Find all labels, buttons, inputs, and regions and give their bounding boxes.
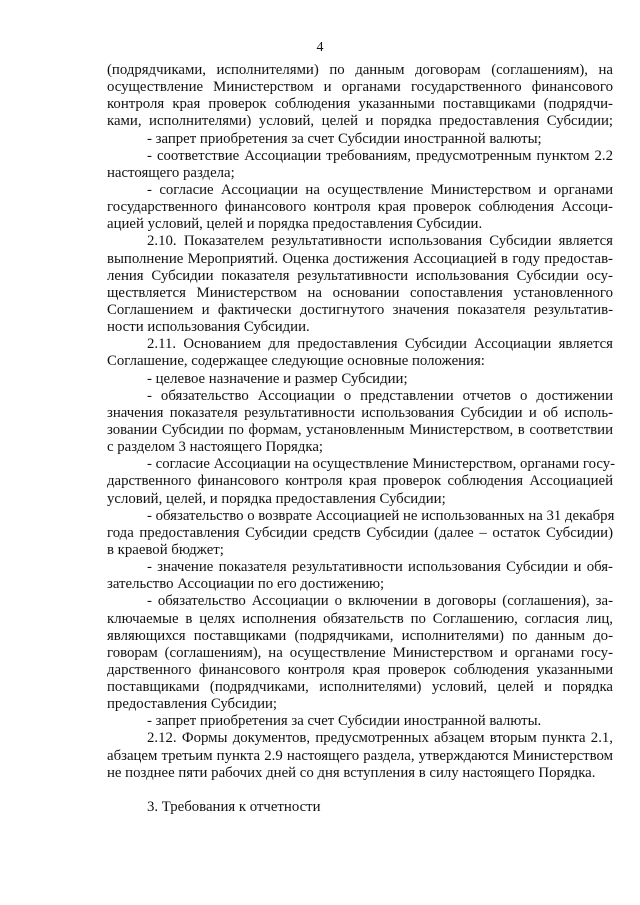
text-line: настоящего раздела; xyxy=(107,164,235,181)
text-line: ключаемые в целях исполнения обязательств по Соглашению, согласия лиц, xyxy=(107,610,613,627)
text-line: - соответствие Ассоциации требованиям, предусмотренным пунктом 2.2 xyxy=(147,147,613,164)
text-line: условий, целей, и порядка предоставления Субсидии; xyxy=(107,490,446,507)
text-line: выполнение Мероприятий. Оценка достижения Ассоциацией в году предостав- xyxy=(107,250,613,267)
text-line: дарственного финансового контроля края проверок соблюдения Ассоциацией xyxy=(107,473,613,490)
text-line: - запрет приобретения за счет Субсидии иностранной валюты. xyxy=(147,713,542,730)
paragraph-spacer xyxy=(107,782,613,799)
page-number: 4 xyxy=(316,40,324,55)
text-line: абзацем третьим пункта 2.9 настоящего раздела, утверждаются Министерством xyxy=(107,747,613,764)
text-line: ности использования Субсидии. xyxy=(107,319,310,336)
text-line: ками, исполнителями) условий, целей и порядка предоставления Субсидии; xyxy=(107,113,613,130)
text-line: 2.10. Показателем результативности использования Субсидии является xyxy=(147,233,613,250)
text-line: контроля края проверок соблюдения указанными поставщиками (подрядчи- xyxy=(107,96,613,113)
text-line: в краевой бюджет; xyxy=(107,541,224,558)
text-line: предоставления Субсидии; xyxy=(107,696,278,713)
text-line: зательство Ассоциации по его достижению; xyxy=(107,576,385,593)
text-line: с разделом 3 настоящего Порядка; xyxy=(107,439,324,456)
text-line: ществляется Министерством на основании сопоставления установленного xyxy=(107,284,613,301)
text-line: Соглашением и фактически достигнутого значения показателя результатив- xyxy=(107,301,613,318)
text-line: осуществление Министерством и органами государственного финансового xyxy=(107,79,613,96)
text-line: - обязательство Ассоциации о представлении отчетов о достижении xyxy=(147,387,613,404)
text-line: 2.11. Основанием для предоставления Субсидии Ассоциации является xyxy=(147,336,613,353)
section-heading: 3. Требования к отчетности xyxy=(147,799,321,816)
text-line: - согласие Ассоциации на осуществление Министерством, органами госу- xyxy=(147,456,616,473)
text-line: 2.12. Формы документов, предусмотренных абзацем вторым пункта 2.1, xyxy=(147,730,613,747)
text-line: не позднее пяти рабочих дней со дня вступления в силу настоящего Порядка. xyxy=(107,764,596,781)
text-line: ацией условий, целей и порядка предоставления Субсидии. xyxy=(107,216,483,233)
text-line: дарственного финансового контроля края проверок соблюдения указанными xyxy=(107,661,613,678)
document-body xyxy=(107,62,616,816)
text-line: поставщиками (подрядчиками, исполнителями) условий, целей и порядка xyxy=(107,679,613,696)
text-line: зовании Субсидии по формам, установленным Министерством, в соответствии xyxy=(107,421,613,438)
text-line: значения показателя результативности использования Субсидии и об исполь- xyxy=(107,404,613,421)
text-line: являющихся поставщиками (подрядчиками, исполнителями) по данным до- xyxy=(107,627,613,644)
text-line: ления Субсидии показателя результативности использования Субсидии осу- xyxy=(107,267,613,284)
text-line: говорам (соглашениям), на осуществление Министерством и органами госу- xyxy=(107,644,613,661)
text-line: - запрет приобретения за счет Субсидии иностранной валюты; xyxy=(147,130,542,147)
text-line: года предоставления Субсидии средств Субсидии (далее – остаток Субсидии) xyxy=(107,524,613,541)
text-line: Соглашение, содержащее следующие основные положения: xyxy=(107,353,485,370)
text-line: - значение показателя результативности использования Субсидии и обя- xyxy=(147,559,613,576)
text-line: государственного финансового контроля края проверок соблюдения Ассоци- xyxy=(107,199,613,216)
text-line: - целевое назначение и размер Субсидии; xyxy=(147,370,408,387)
text-line: - обязательство Ассоциации о включении в договоры (соглашения), за- xyxy=(147,593,613,610)
text-line: - согласие Ассоциации на осуществление Министерством и органами xyxy=(147,181,613,198)
text-line: - обязательство о возврате Ассоциацией не использованных на 31 декабря xyxy=(147,507,615,524)
text-line: (подрядчиками, исполнителями) по данным договорам (соглашениям), на xyxy=(107,62,613,78)
